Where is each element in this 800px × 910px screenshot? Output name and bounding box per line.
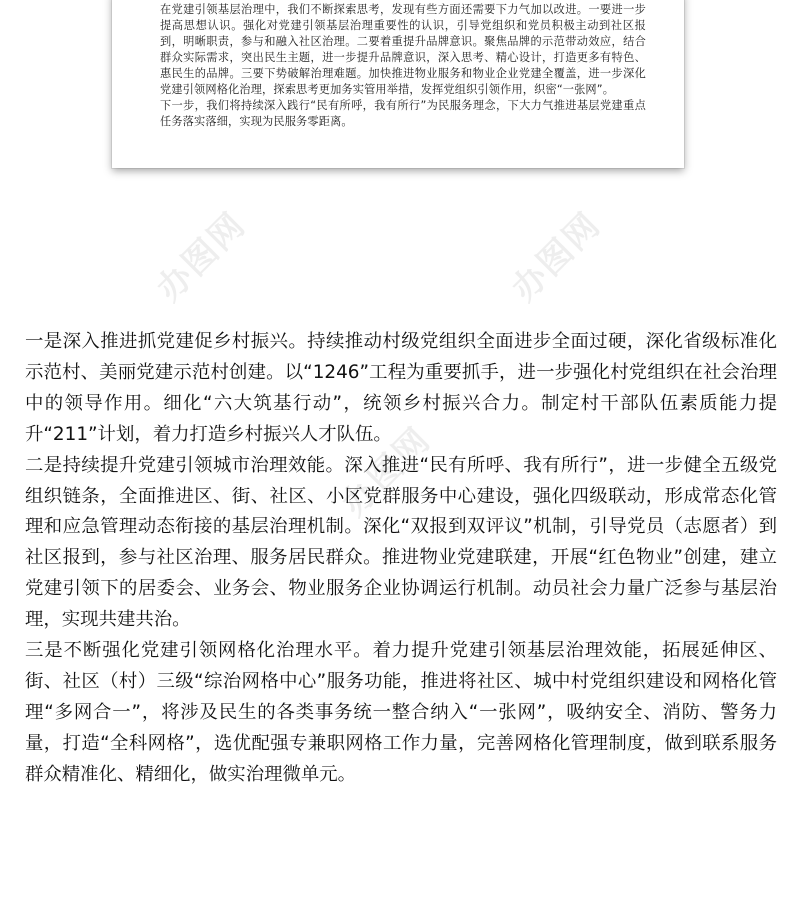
watermark: 办图网 [149, 204, 254, 310]
watermark: 办图网 [334, 419, 439, 525]
document-preview-paragraph: 下一步，我们将持续深入践行“民有所呼，我有所行”为民服务理念，下大力气推进基层党建重点任务落实落细，实现为民服务零距离。 [160, 99, 646, 128]
content-paragraph: 三是不断强化党建引领网格化治理水平。着力提升党建引领基层治理效能，拓展延伸区、街、社区（村）三级“综治网格中心”服务功能，推进将社区、城中村党组织建设和网格化管理“多网合一”，将涉及民生的各类事务统一整合纳入“一张网”，吸纳安全、消防、警务力量，打造“全科网格”，选优配强专兼职网格工作力量，完善网格化管理制度，做到联系服务群众精准化、精细化，做实治理微单元。 [25, 640, 777, 785]
document-preview-card [112, 0, 684, 168]
document-preview-text [160, 0, 646, 130]
content-paragraph: 二是持续提升党建引领城市治理效能。深入推进“民有所呼、我有所行”，进一步健全五级党组织链条，全面推进区、街、社区、小区党群服务中心建设，强化四级联动，形成常态化管理和应急管理动态衔接的基层治理机制。深化“双报到双评议”机制，引导党员（志愿者）到社区报到，参与社区治理、服务居民群众。推进物业党建联建，开展“红色物业”创建，建立党建引领下的居委会、业务会、物业服务企业协调运行机制。动员社会力量广泛参与基层治理，实现共建共治。 [25, 454, 777, 631]
top-band [0, 0, 800, 190]
watermark: 办图网 [504, 204, 609, 310]
content-paragraph: 一是深入推进抓党建促乡村振兴。持续推动村级党组织全面进步全面过硬，深化省级标准化示范村、美丽党建示范村创建。以“1246”工程为重要抓手，进一步强化村党组织在社会治理中的领导作用。细化“六大筑基行动”，统领乡村振兴合力。制定村干部队伍素质能力提升“211”计划，着力打造乡村振兴人才队伍。 [25, 331, 777, 445]
document-preview-paragraph: 在党建引领基层治理中，我们不断探索思考，发现有些方面还需要下力气加以改进。一要进一步提高思想认识。强化对党建引领基层治理重要性的认识，引导党组织和党员积极主动到社区报到，明晰职责，参与和融入社区治理。二要着重提升品牌意识。聚焦品牌的示范带动效应，结合群众实际需求，突出民生主题，进一步提升品牌意识，深入思考、精心设计，打造更多有特色、惠民生的品牌。三要下势破解治理难题。加快推进物业服务和物业企业党建全覆盖，进一步深化党建引领网格化治理，探索思考更加务实管用举措，发挥党组织引领作用，织密“一张网”。 [160, 3, 646, 96]
main-content [25, 327, 777, 791]
